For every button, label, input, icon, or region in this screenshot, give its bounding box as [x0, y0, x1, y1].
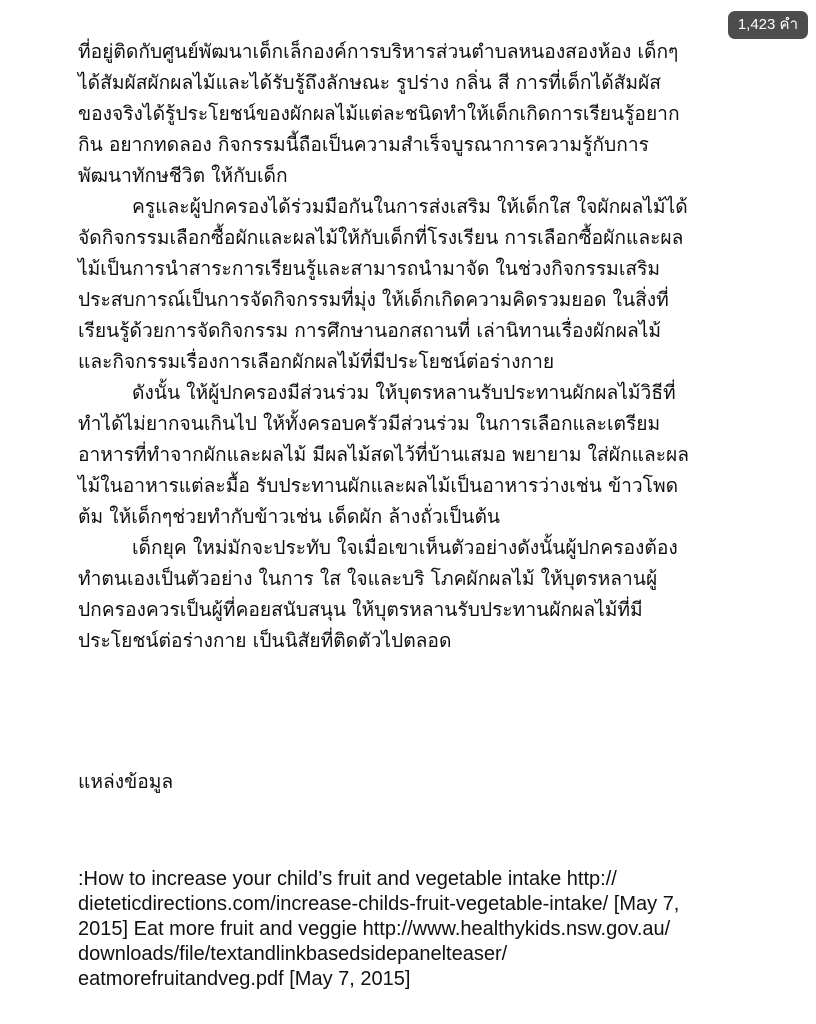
text-line: อาหารที่ทำจากผักและผลไม้ มีผลไม้สดไว้ที่บ้านเสมอ พยายาม ใส่ผักและผล — [78, 443, 690, 466]
document-page — [78, 36, 758, 992]
text-line: ประโยชน์ต่อร่างกาย เป็นนิสัยที่ติดตัวไปตลอด — [78, 629, 452, 652]
text-line: ไม้ในอาหารแต่ละมื้อ รับประทานผักและผลไม้เป็นอาหารว่างเช่น ข้าวโพด — [78, 474, 679, 497]
text-line: และกิจกรรมเรื่องการเลือกผักผลไม้ที่มีประโยชน์ต่อร่างกาย — [78, 350, 555, 373]
text-line: พัฒนาทักษชีวิต ให้กับเด็ก — [78, 164, 288, 187]
spacer — [78, 797, 758, 867]
text-line: ดังนั้น ให้ผู้ปกครองมีส่วนร่วม ให้บุตรหลานรับประทานผักผลไม้วิธีที่ — [132, 381, 676, 404]
text-line: ทำตนเองเป็นตัวอย่าง ในการ ใส ใจและบริ โภคผักผลไม้ ให้บุตรหลานผู้ — [78, 567, 658, 590]
text-line: ไม้เป็นการนำสาระการเรียนรู้และสามารถนำมาจัด ในช่วงกิจกรรมเสริม — [78, 257, 661, 280]
reference-line: dieteticdirections.com/increase-childs-fruit-vegetable-intake/ [May 7, — [78, 893, 680, 915]
reference-line: downloads/file/textandlinkbasedsidepanelteaser/ — [78, 943, 508, 965]
text-line: ครูและผู้ปกครองได้ร่วมมือกันในการส่งเสริม ให้เด็กใส ใจผักผลไม้ได้ — [132, 195, 688, 218]
text-line: ทำได้ไม่ยากจนเกินไป ให้ทั้งครอบครัวมีส่วนร่วม ในการเลือกและเตรียม — [78, 412, 661, 435]
text-line: ปกครองควรเป็นผู้ที่คอยสนับสนุน ให้บุตรหลานรับประทานผักผลไม้ที่มี — [78, 598, 643, 621]
paragraph-1 — [78, 36, 758, 191]
text-line: ที่อยู่ติดกับศูนย์พัฒนาเด็กเล็กองค์การบริหารส่วนตำบลหนองสองห้อง เด็กๆ — [78, 40, 679, 63]
text-line: กิน อยากทดลอง กิจกรรมนี้ถือเป็นความสำเร็จบูรณาการความรู้กับการ — [78, 133, 649, 156]
text-line: ประสบการณ์เป็นการจัดกิจกรรมที่มุ่ง ให้เด็กเกิดความคิดรวมยอด ในสิ่งที่ — [78, 288, 669, 311]
sources-heading: แหล่งข้อมูล — [78, 770, 174, 793]
reference-line: eatmorefruitandveg.pdf [May 7, 2015] — [78, 968, 411, 990]
paragraph-3 — [78, 377, 758, 532]
text-line: เรียนรู้ด้วยการจัดกิจกรรม การศึกษานอกสถานที่ เล่านิทานเรื่องผักผลไม้ — [78, 319, 662, 342]
reference-line: 2015] Eat more fruit and veggie http://www.healthykids.nsw.gov.au/ — [78, 918, 671, 940]
paragraph-4 — [78, 532, 758, 656]
text-line: เด็กยุค ใหม่มักจะประทับ ใจเมื่อเขาเห็นตัวอย่างดังนั้นผู้ปกครองต้อง — [132, 536, 678, 559]
text-line: ของจริงได้รู้ประโยชน์ของผักผลไม้แต่ละชนิดทำให้เด็กเกิดการเรียนรู้อยาก — [78, 102, 680, 125]
word-count-badge[interactable]: 1,423 คำ — [728, 11, 808, 39]
spacer — [78, 656, 758, 766]
text-line: ต้ม ให้เด็กๆช่วยทำกับข้าวเช่น เด็ดผัก ล้างถั่วเป็นต้น — [78, 505, 501, 528]
text-line: ได้สัมผัสผักผลไม้และได้รับรู้ถึงลักษณะ รูปร่าง กลิ่น สี การที่เด็กได้สัมผัส — [78, 71, 661, 94]
text-line: จัดกิจกรรมเลือกซื้อผักและผลไม้ให้กับเด็กที่โรงเรียน การเลือกซื้อผักและผล — [78, 226, 684, 249]
reference-list — [78, 867, 758, 992]
reference-line: :How to increase your child’s fruit and vegetable intake http:// — [78, 868, 617, 890]
paragraph-2 — [78, 191, 758, 377]
